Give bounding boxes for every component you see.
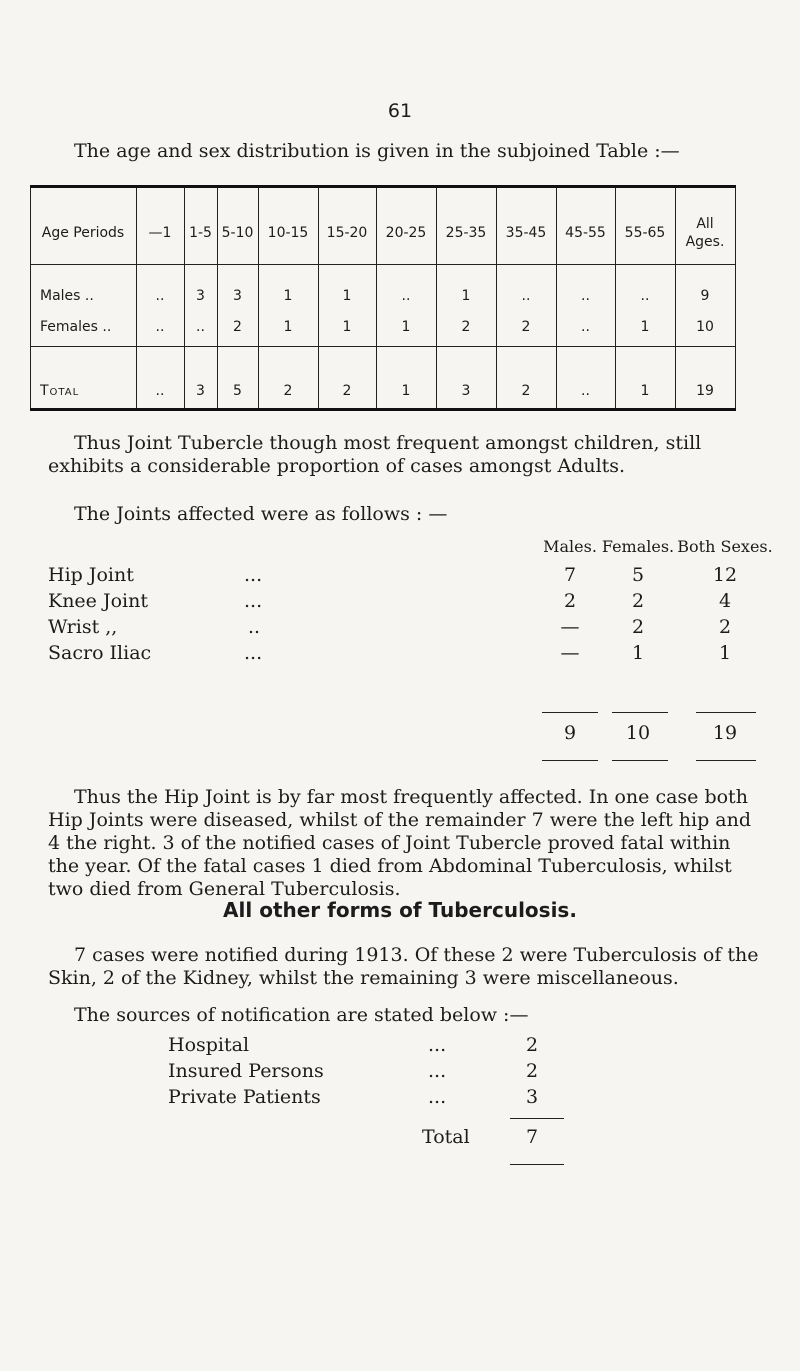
joint-label: Hip Joint [48, 564, 134, 586]
table-cell: .. [155, 319, 165, 335]
header-col: 1-5 [189, 225, 212, 241]
table-cell: .. [640, 288, 650, 304]
source-value: 2 [525, 1060, 539, 1082]
table-cell: .. [581, 288, 590, 304]
leader-dots: ... [244, 590, 263, 612]
table-cell: 5 [233, 383, 242, 399]
col-header-males: Males. [543, 537, 597, 556]
joint-label: Sacro Iliac [48, 642, 152, 664]
source-label: Private Patients [168, 1086, 321, 1108]
header-age-periods: Age Periods [41, 225, 125, 241]
leader-dots: ... [428, 1086, 447, 1108]
table-cell: 3 [196, 288, 205, 304]
joint-value: 1 [631, 642, 645, 664]
joint-value: 2 [631, 616, 645, 638]
header-col: 35-45 [505, 225, 547, 241]
leader-dots: ... [428, 1034, 447, 1056]
source-value: 2 [525, 1034, 539, 1056]
joint-value: 2 [718, 616, 732, 638]
table-cell: .. [401, 288, 411, 304]
table-cell: 2 [342, 383, 352, 399]
joint-label: Knee Joint [48, 590, 148, 612]
leader-dots: ... [428, 1060, 447, 1082]
table-cell: 2 [283, 383, 293, 399]
joint-value: 12 [712, 564, 738, 586]
joint-value: 7 [563, 564, 577, 586]
joint-value: 4 [718, 590, 732, 612]
joint-value: 2 [563, 590, 577, 612]
total-females: 10 [625, 722, 651, 744]
table-cell: 1 [283, 319, 293, 335]
joint-value: 2 [631, 590, 645, 612]
joint-value: — [560, 616, 580, 638]
header-all-ages: All Ages. [685, 216, 725, 250]
table-cell: 19 [696, 383, 714, 399]
section-heading: All other forms of Tuberculosis. [223, 898, 577, 922]
source-value: 3 [525, 1086, 539, 1108]
source-label: Insured Persons [168, 1060, 324, 1082]
row-label: Males .. [40, 288, 94, 304]
table-cell: 1 [401, 319, 411, 335]
table-cell: .. [581, 383, 590, 399]
table-cell: 1 [283, 288, 293, 304]
header-col: 15-20 [326, 225, 368, 241]
age-sex-table [30, 185, 736, 411]
table-cell: 3 [461, 383, 471, 399]
joint-label: Wrist ,, [48, 616, 118, 638]
row-label: Females .. [40, 319, 112, 335]
table-cell: 2 [521, 383, 531, 399]
table-cell: 1 [640, 319, 650, 335]
header-col: 25-35 [445, 225, 487, 241]
row-label: Total [40, 383, 80, 399]
paragraph-hip-joint: Thus the Hip Joint is by far most frequently affected. In one case both Hip Joints were diseased, whilst of the remainder 7 were the left hip and 4 the right. 3 of the notified cases of Joint Tubercle proved fatal within the year. Of the fatal cases 1 died from Abdominal Tuberculosis, whilst two died from General Tuberculosis. [48, 786, 751, 900]
table-cell: 3 [233, 288, 242, 304]
page-number: 61 [387, 100, 413, 122]
table-cell: .. [521, 288, 531, 304]
leader-dots: ... [244, 564, 263, 586]
table-cell: .. [196, 319, 205, 335]
table-cell: .. [155, 383, 165, 399]
paragraph-joint-tubercle: Thus Joint Tubercle though most frequent amongst children, still exhibits a considerable proportion of cases amongst Adults. [48, 432, 702, 477]
table-cell: 1 [401, 383, 411, 399]
col-header-both: Both Sexes. [677, 537, 773, 556]
table-cell: 1 [342, 288, 352, 304]
table-cell: 1 [461, 288, 471, 304]
table-cell: 9 [700, 288, 710, 304]
leader-dots: .. [248, 616, 261, 638]
header-col: 45-55 [565, 225, 606, 241]
sources-total-label: Total [422, 1126, 470, 1148]
table-cell: .. [581, 319, 590, 335]
header-col: —1 [148, 225, 172, 241]
table-cell: .. [155, 288, 165, 304]
table-cell: 10 [696, 319, 714, 335]
header-col: 5-10 [221, 225, 254, 241]
col-header-females: Females. [601, 537, 675, 556]
joints-intro: The Joints affected were as follows : — [74, 503, 448, 525]
paragraph-other-forms: 7 cases were notified during 1913. Of these 2 were Tuberculosis of the Skin, 2 of the Kidney, whilst the remaining 3 were miscellaneous. [48, 944, 759, 989]
table-cell: 1 [342, 319, 352, 335]
table-cell: 1 [640, 383, 650, 399]
table-cell: 3 [196, 383, 205, 399]
leader-dots: ... [244, 642, 263, 664]
sources-intro: The sources of notification are stated below :— [74, 1004, 529, 1026]
total-both: 19 [712, 722, 738, 744]
joint-value: — [560, 642, 580, 664]
table-cell: 2 [521, 319, 531, 335]
sources-total: 7 [525, 1126, 539, 1148]
table-cell: 2 [233, 319, 242, 335]
header-col: 20-25 [385, 225, 427, 241]
joint-value: 1 [718, 642, 732, 664]
joint-value: 5 [631, 564, 645, 586]
header-col: 10-15 [267, 225, 309, 241]
table-cell: 2 [461, 319, 471, 335]
total-males: 9 [563, 722, 577, 744]
header-col: 55-65 [624, 225, 666, 241]
intro-text: The age and sex distribution is given in the subjoined Table :— [74, 140, 680, 162]
source-label: Hospital [168, 1034, 250, 1056]
